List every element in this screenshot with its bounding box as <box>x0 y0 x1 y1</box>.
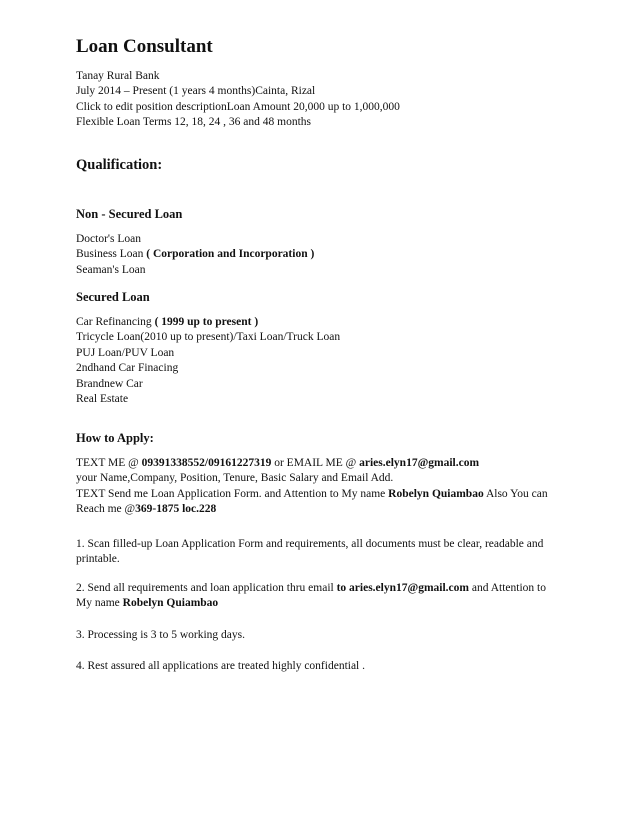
apply-line-1 <box>76 456 576 471</box>
apply-line-2: your Name,Company, Position, Tenure, Basic Salary and Email Add. <box>76 472 394 485</box>
apply-line-3 <box>76 487 576 502</box>
step-4 <box>76 659 576 674</box>
qualification-heading <box>76 156 576 174</box>
apply-email-prefix: or EMAIL ME @ <box>271 457 360 469</box>
apply-line-4-prefix: Reach me @ <box>76 503 136 516</box>
apply-email: aries.elyn17@gmail.com <box>359 457 480 469</box>
job-period: July 2014 – Present (1 years 4 months)Cainta, Rizal <box>76 85 316 98</box>
secured-item-3: PUJ Loan/PUV Loan <box>76 346 175 359</box>
non-secured-section <box>76 206 576 278</box>
step-2-line-b <box>76 596 576 611</box>
step-2 <box>76 581 576 612</box>
step-2-b-prefix: My name <box>76 597 123 610</box>
secured-item-1-bold: ( 1999 up to present ) <box>154 316 259 328</box>
apply-heading: How to Apply: <box>76 431 154 445</box>
secured-item-1-prefix: Car Refinancing <box>76 316 155 328</box>
page-title: Loan Consultant <box>76 36 213 57</box>
qualification-heading-text: Qualification: <box>76 157 163 173</box>
secured-item-6: Real Estate <box>76 393 129 406</box>
step-1-line-a: 1. Scan filled-up Loan Application Form and requirements, all documents must be clear, readable and <box>76 538 544 550</box>
apply-text-prefix: TEXT ME @ <box>76 457 142 469</box>
step-2-line-a <box>76 581 576 596</box>
job-terms: Flexible Loan Terms 12, 18, 24 , 36 and 48 months <box>76 116 312 129</box>
non-secured-item-3: Seaman's Loan <box>76 263 146 276</box>
apply-phones: 09391338552/09161227319 <box>141 457 272 469</box>
non-secured-item-2-prefix: Business Loan <box>76 248 147 261</box>
non-secured-item-2 <box>76 247 576 262</box>
apply-name: Robelyn Quiambao <box>388 487 484 500</box>
step-1-line-b: printable. <box>76 553 120 566</box>
secured-item-4: 2ndhand Car Finacing <box>76 362 179 375</box>
step-3 <box>76 628 576 643</box>
apply-line-4 <box>76 502 576 517</box>
apply-line-3-suffix: Also You can <box>483 487 548 500</box>
step-4-line: 4. Rest assured all applications are treated highly confidential . <box>76 660 366 672</box>
non-secured-item-2-bold: ( Corporation and Incorporation ) <box>146 248 315 261</box>
secured-item-2: Tricycle Loan(2010 up to present)/Taxi Loan/Truck Loan <box>76 331 341 344</box>
secured-heading: Secured Loan <box>76 290 150 304</box>
secured-item-5: Brandnew Car <box>76 377 143 390</box>
job-section <box>76 36 576 131</box>
step-2-suffix: and Attention to <box>468 582 546 594</box>
step-2-prefix: 2. Send all requirements and loan application thru email <box>76 582 337 594</box>
step-2-email: to aries.elyn17@gmail.com <box>336 582 469 594</box>
secured-item-1 <box>76 315 576 330</box>
apply-section <box>76 430 576 518</box>
job-description: Click to edit position descriptionLoan Amount 20,000 up to 1,000,000 <box>76 100 400 113</box>
step-1 <box>76 537 576 568</box>
company-name: Tanay Rural Bank <box>76 70 160 82</box>
step-2-name: Robelyn Quiambao <box>122 597 219 610</box>
non-secured-item-1: Doctor's Loan <box>76 233 141 245</box>
step-3-line: 3. Processing is 3 to 5 working days. <box>76 629 245 641</box>
apply-line-3-prefix: TEXT Send me Loan Application Form. and Attention to My name <box>76 487 389 500</box>
non-secured-heading: Non - Secured Loan <box>76 207 183 221</box>
secured-section <box>76 289 576 407</box>
apply-landline: 369-1875 loc.228 <box>135 503 217 516</box>
